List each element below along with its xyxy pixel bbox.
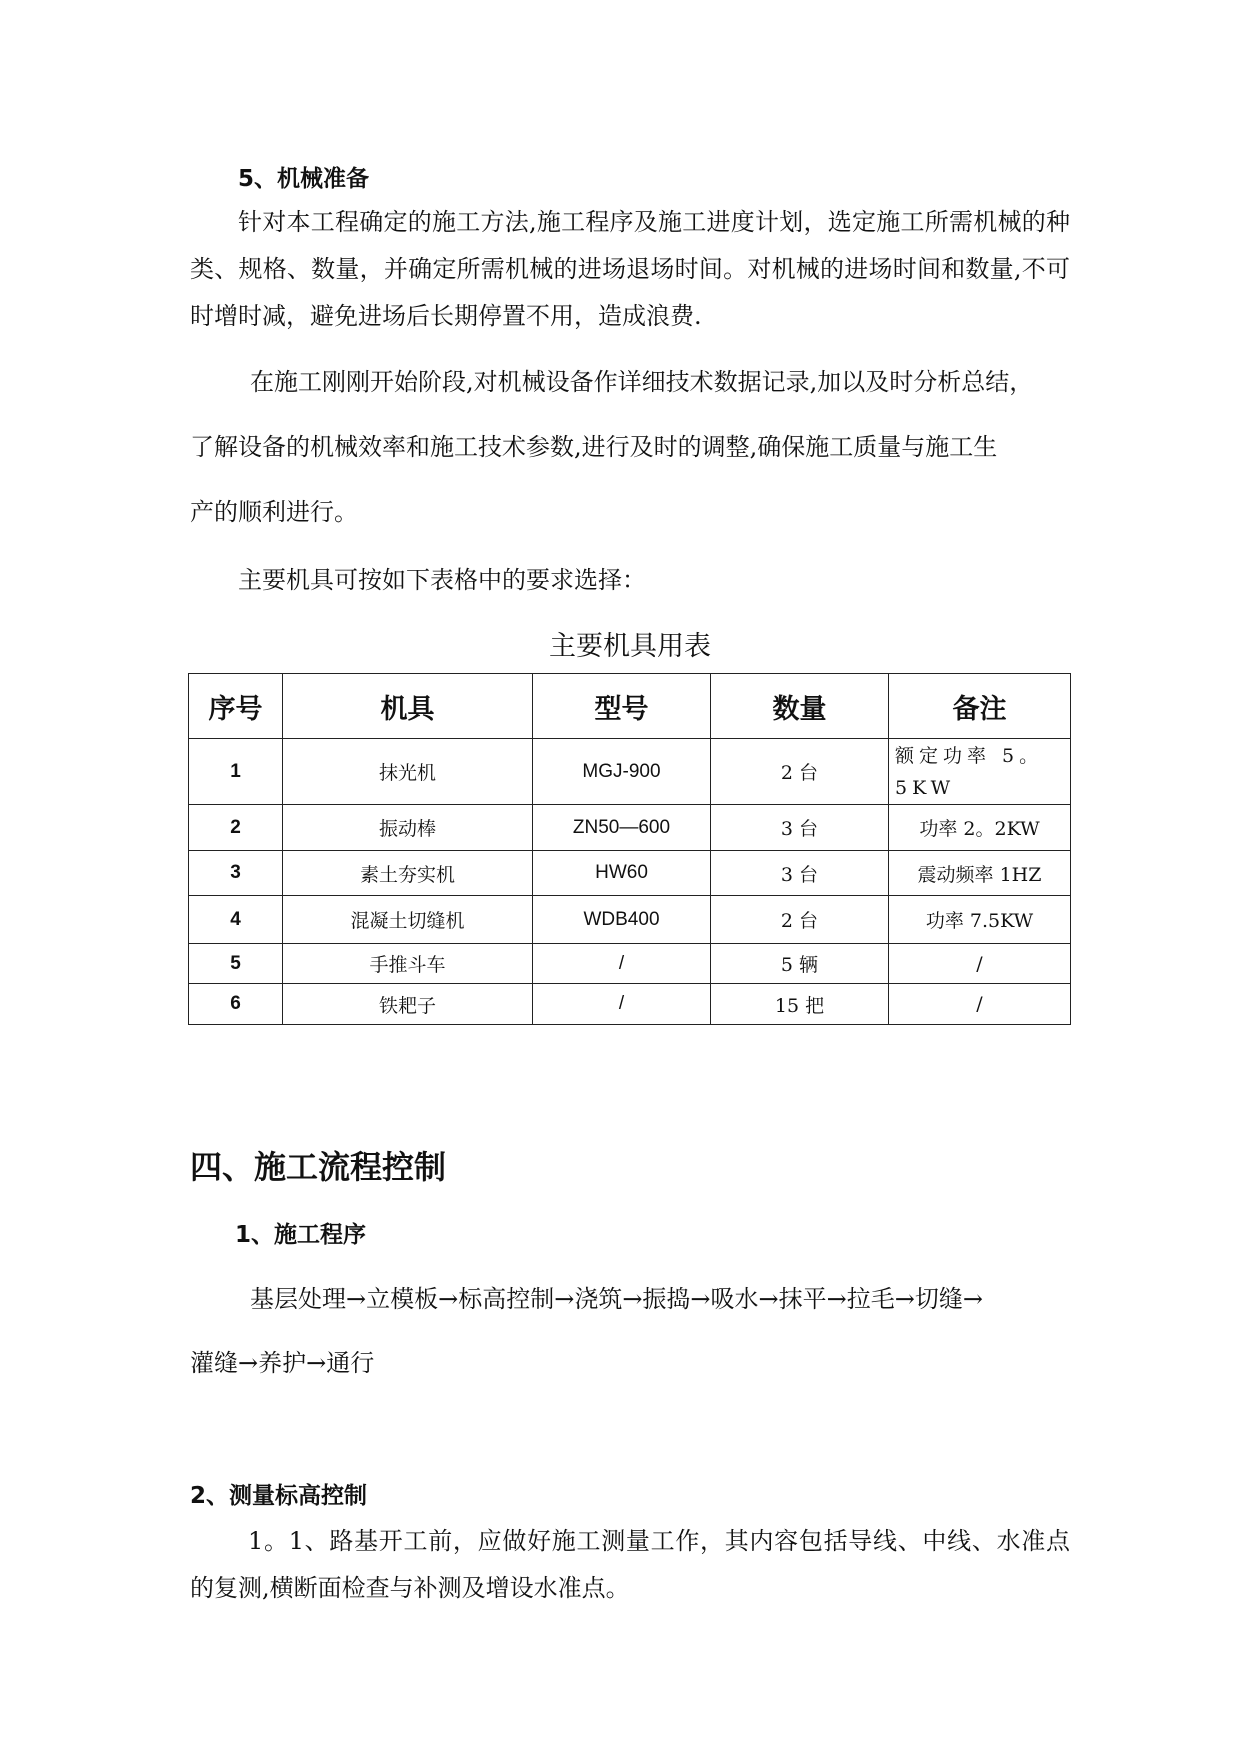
column-header-quantity: 数量 — [711, 674, 889, 739]
paragraph-machinery-intro: 针对本工程确定的施工方法,施工程序及施工进度计划，选定施工所需机械的种类、规格、数量，并确定所需机械的进场退场时间。对机械的进场时间和数量,不可时增时减，避免进场后长期停置不用，造成浪费. — [190, 208, 1070, 330]
column-header-model: 型号 — [533, 674, 711, 739]
cell-no: 6 — [189, 984, 283, 1025]
cell-model: WDB400 — [533, 896, 711, 944]
table-row — [189, 805, 1071, 851]
paragraph-line: 在施工刚刚开始阶段,对机械设备作详细技术数据记录,加以及时分析总结， — [250, 368, 1034, 396]
table-row — [189, 944, 1071, 984]
procedure-flow-line: 灌缝→养护→通行 — [190, 1349, 375, 1377]
cell-tool: 铁耙子 — [283, 984, 533, 1025]
cell-quantity: 5 辆 — [711, 944, 889, 984]
table-row — [189, 851, 1071, 896]
paragraph-survey: 1。1、路基开工前，应做好施工测量工作，其内容包括导线、中线、水准点的复测,横断面检查与补测及增设水准点。 — [190, 1527, 1070, 1602]
cell-model: / — [533, 944, 711, 984]
cell-tool: 混凝土切缝机 — [283, 896, 533, 944]
table-title: 主要机具用表 — [549, 631, 711, 662]
cell-model: / — [533, 984, 711, 1025]
cell-no: 1 — [189, 739, 283, 805]
cell-quantity: 2 台 — [711, 896, 889, 944]
cell-quantity: 15 把 — [711, 984, 889, 1025]
cell-note: / — [889, 944, 1071, 984]
paragraph-line: 了解设备的机械效率和施工技术参数,进行及时的调整,确保施工质量与施工生 — [190, 433, 998, 461]
cell-note: 额定功率 5。5KW — [889, 739, 1071, 805]
section-heading-machinery: 5、机械准备 — [238, 166, 370, 192]
machines-table — [188, 673, 1071, 1025]
cell-tool: 振动棒 — [283, 805, 533, 851]
cell-note: 功率 2。2KW — [889, 805, 1071, 851]
cell-no: 2 — [189, 805, 283, 851]
cell-tool: 抹光机 — [283, 739, 533, 805]
subsection-heading-procedure: 1、施工程序 — [235, 1222, 367, 1248]
column-header-no: 序号 — [189, 674, 283, 739]
cell-no: 3 — [189, 851, 283, 896]
cell-note: / — [889, 984, 1071, 1025]
cell-no: 4 — [189, 896, 283, 944]
cell-note: 震动频率 1HZ — [889, 851, 1071, 896]
table-header-row — [189, 674, 1071, 739]
table-row — [189, 896, 1071, 944]
procedure-flow-line: 基层处理→立模板→标高控制→浇筑→振捣→吸水→抹平→拉毛→切缝→ — [250, 1285, 983, 1313]
cell-tool: 手推斗车 — [283, 944, 533, 984]
cell-quantity: 3 台 — [711, 851, 889, 896]
cell-quantity: 3 台 — [711, 805, 889, 851]
cell-model: HW60 — [533, 851, 711, 896]
paragraph-table-intro: 主要机具可按如下表格中的要求选择： — [238, 566, 646, 594]
cell-tool: 素土夯实机 — [283, 851, 533, 896]
column-header-note: 备注 — [889, 674, 1071, 739]
table-row — [189, 739, 1071, 805]
cell-quantity: 2 台 — [711, 739, 889, 805]
cell-model: MGJ-900 — [533, 739, 711, 805]
cell-note: 功率 7.5KW — [889, 896, 1071, 944]
subsection-heading-survey: 2、测量标高控制 — [190, 1483, 368, 1509]
table-row — [189, 984, 1071, 1025]
cell-model: ZN50—600 — [533, 805, 711, 851]
chapter-heading-process-control: 四、施工流程控制 — [190, 1148, 447, 1186]
column-header-tool: 机具 — [283, 674, 533, 739]
paragraph-line: 产的顺利进行。 — [190, 498, 358, 526]
cell-no: 5 — [189, 944, 283, 984]
